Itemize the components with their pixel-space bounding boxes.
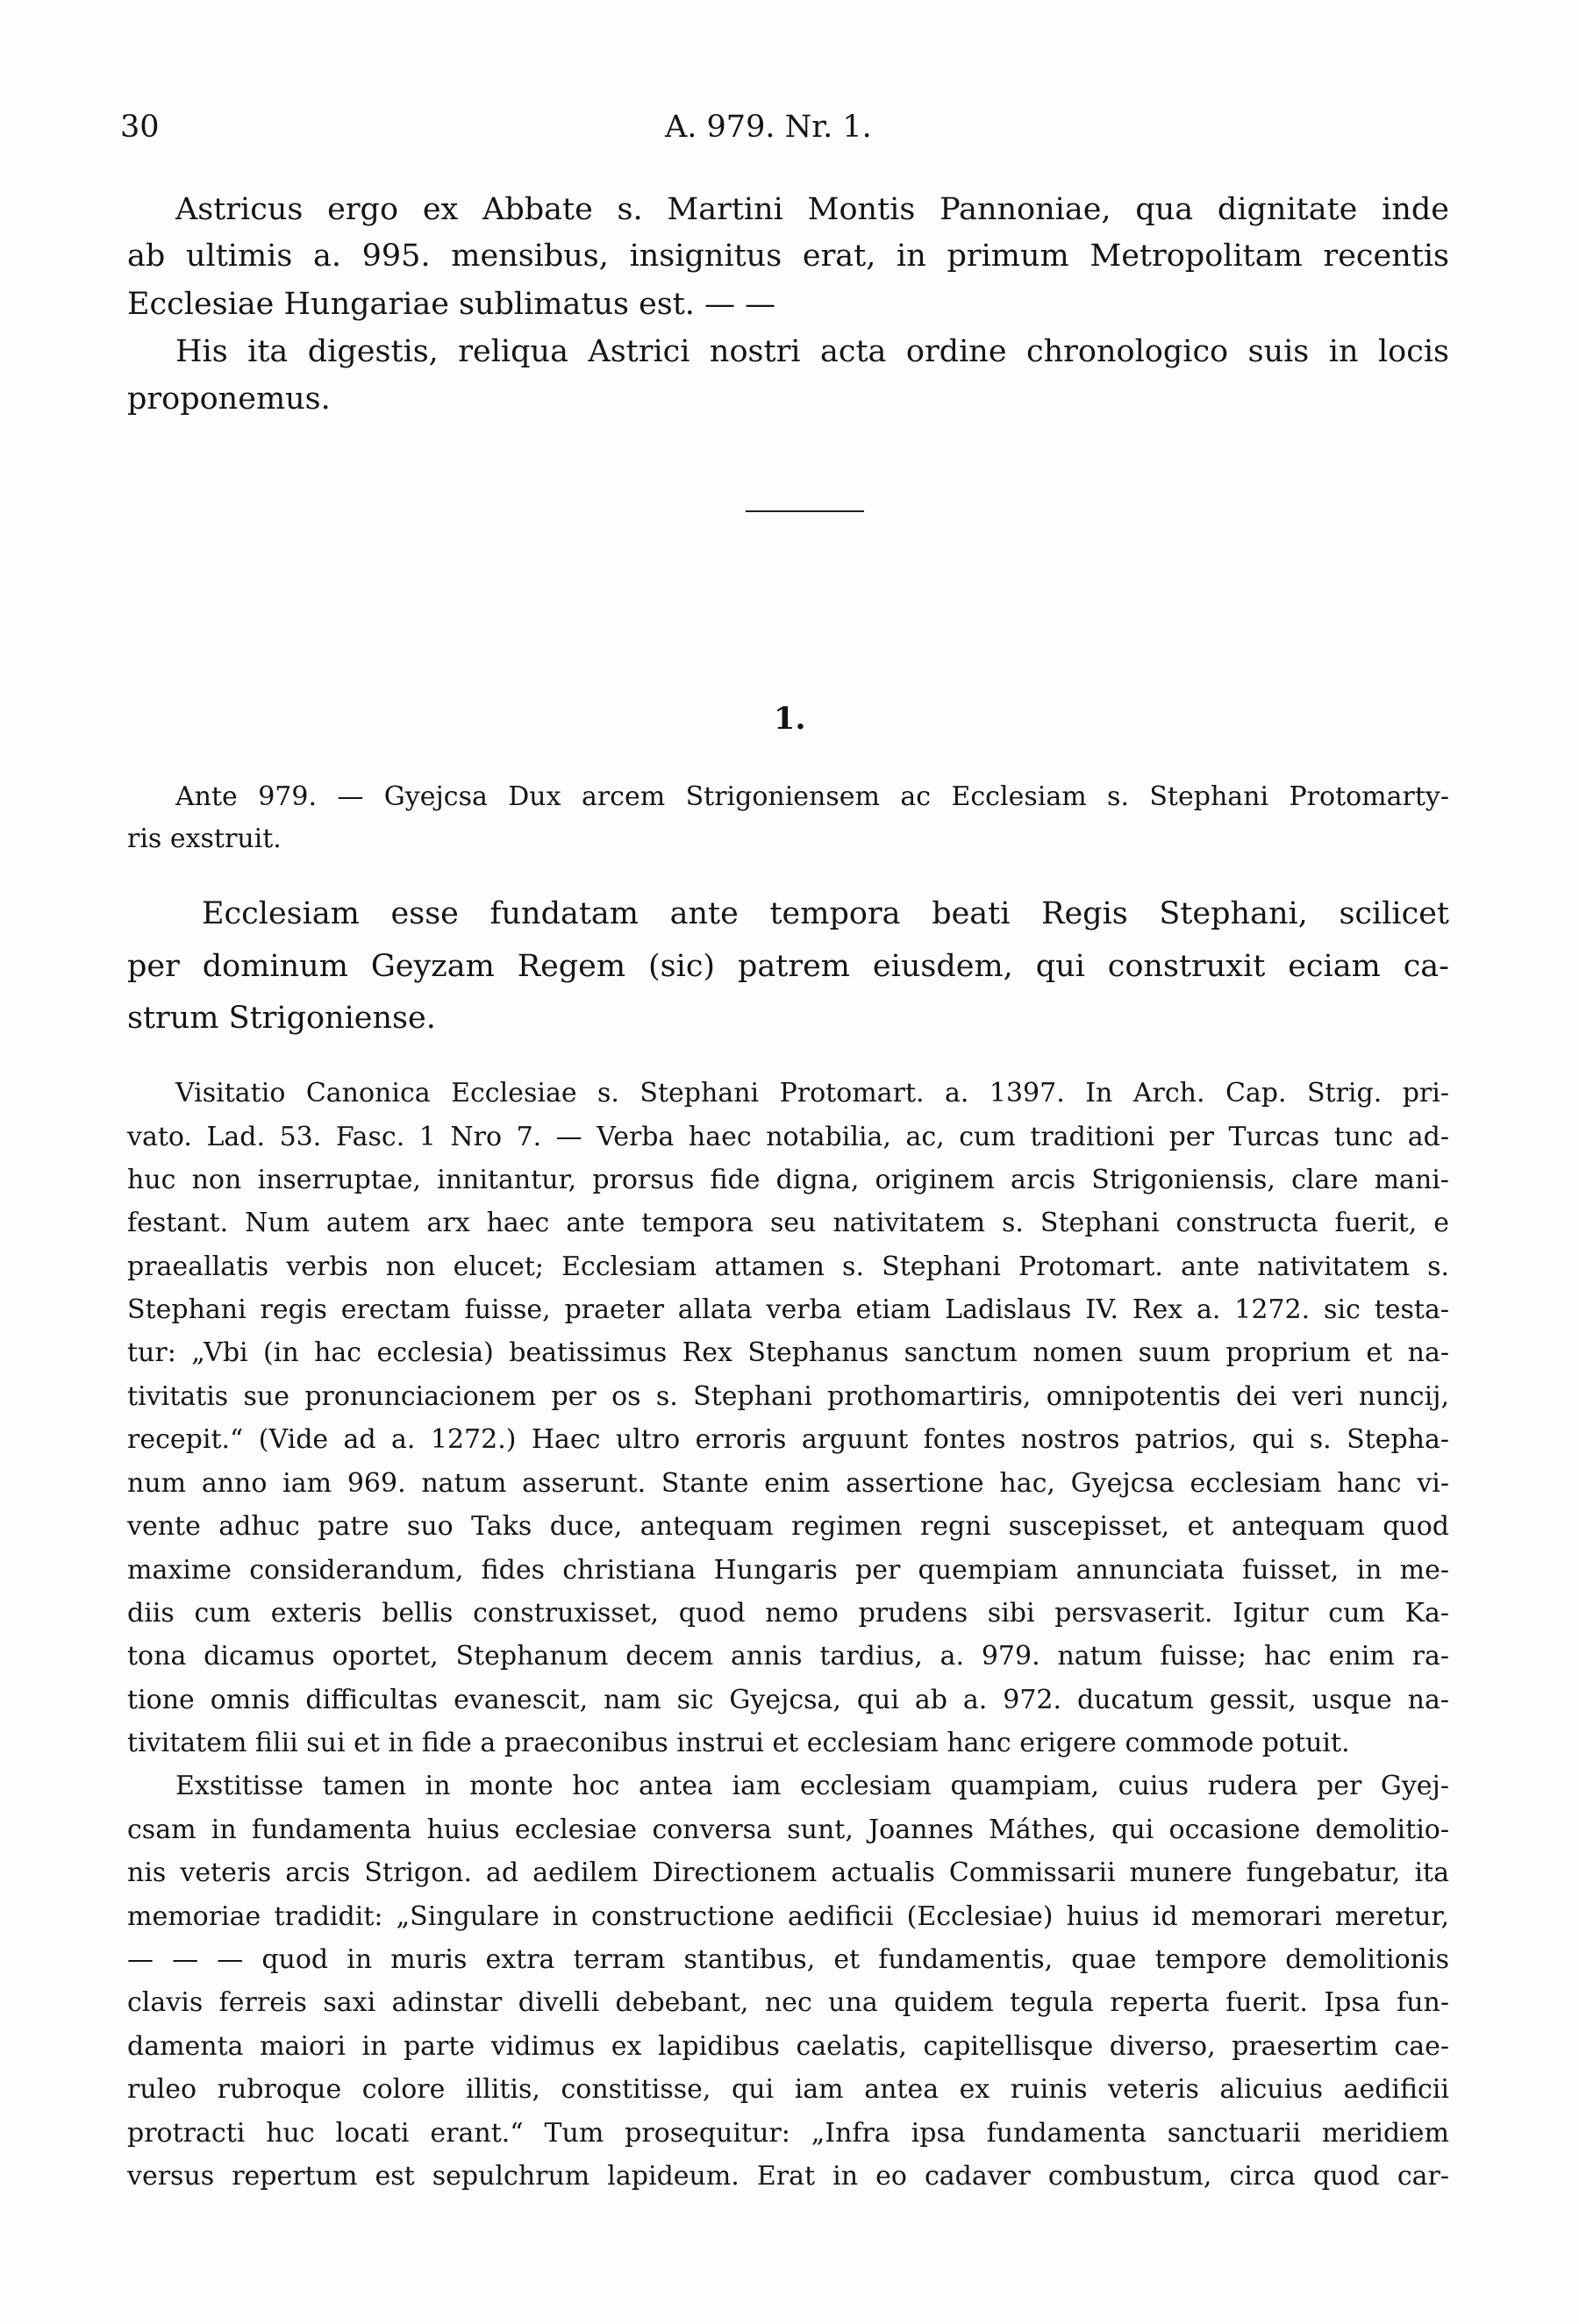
note-line: vato. Lad. 53. Fasc. 1 Nro 7. — Verba haec notabilia, ac, cum traditioni per Turcas tunc ad- — [127, 1122, 1449, 1152]
note-line: recepit.“ (Vide ad a. 1272.) Haec ultro erroris arguunt fontes nostros patrios, qui s. Stepha- — [127, 1424, 1449, 1455]
document-text-line: Ecclesiam esse fundatam ante tempora beati Regis Stephani, scilicet — [202, 896, 1449, 931]
note-line: praeallatis verbis non elucet; Ecclesiam attamen s. Stephani Protomart. ante nativitatem s. — [127, 1251, 1449, 1282]
intro-line: Ecclesiae Hungariae sublimatus est. — — — [127, 287, 776, 322]
section-divider — [746, 510, 864, 512]
note-line: Stephani regis erectam fuisse, praeter allata verba etiam Ladislaus IV. Rex a. 1272. sic testa- — [127, 1294, 1449, 1325]
note-line: nis veteris arcis Strigon. ad aedilem Directionem actualis Commissarii munere fungebatur, ita — [127, 1857, 1449, 1888]
intro-line: Astricus ergo ex Abbate s. Martini Montis Pannoniae, qua dignitate inde — [175, 192, 1449, 227]
note-line: festant. Num autem arx haec ante tempora seu nativitatem s. Stephani constructa fuerit, e — [127, 1208, 1449, 1238]
note-line: damenta maiori in parte vidimus ex lapidibus caelatis, capitellisque diverso, praesertim cae- — [127, 2031, 1449, 2062]
note-line: tona dicamus oportet, Stephanum decem annis tardius, a. 979. natum fuisse; hac enim ra- — [127, 1641, 1449, 1672]
intro-line: ab ultimis a. 995. mensibus, insignitus erat, in primum Metropolitam recentis — [127, 239, 1449, 274]
intro-line: proponemus. — [127, 381, 331, 417]
note-line: ruleo rubroque colore illitis, constitisse, qui iam antea ex ruinis veteris alicuius aedificii — [127, 2074, 1449, 2105]
note-line: Visitatio Canonica Ecclesiae s. Stephani Protomart. a. 1397. In Arch. Cap. Strig. pri- — [175, 1078, 1449, 1109]
note-line: tivitatis sue pronunciacionem per os s. Stephani prothomartiris, omnipotentis dei veri nuncij, — [127, 1381, 1449, 1412]
note-line: diis cum exteris bellis construxisset, quod nemo prudens sibi persvaserit. Igitur cum Ka- — [127, 1598, 1449, 1629]
summary-line: ris exstruit. — [127, 823, 282, 854]
note-line: Exstitisse tamen in monte hoc antea iam ecclesiam quampiam, cuius rudera per Gyej- — [175, 1771, 1449, 1801]
note-line: clavis ferreis saxi adinstar divelli debebant, nec una quidem tegula reperta fuerit. Ipsa fun- — [127, 1987, 1449, 2018]
note-line: tivitatem filii sui et in fide a praeconibus instrui et ecclesiam hanc erigere commode potuit. — [127, 1728, 1350, 1758]
note-line: num anno iam 969. natum asserunt. Stante enim assertione hac, Gyejcsa ecclesiam hanc vi- — [127, 1468, 1449, 1499]
note-line: tur: „Vbi (in hac ecclesia) beatissimus Rex Stephanus sanctum nomen suum proprium et na- — [127, 1337, 1449, 1368]
document-text-line: per dominum Geyzam Regem (sic) patrem eiusdem, qui construxit eciam ca- — [127, 949, 1449, 984]
note-line: versus repertum est sepulchrum lapideum. Erat in eo cadaver combustum, circa quod car- — [127, 2161, 1449, 2192]
note-line: — — — quod in muris extra terram stantibus, et fundamentis, quae tempore demolitionis — [127, 1944, 1449, 1975]
page-number: 30 — [120, 110, 160, 145]
running-head: A. 979. Nr. 1. — [665, 110, 872, 145]
intro-line: His ita digestis, reliqua Astrici nostri acta ordine chronologico suis in locis — [175, 334, 1449, 369]
note-line: tione omnis difficultas evanescit, nam sic Gyejcsa, qui ab a. 972. ducatum gessit, usque na- — [127, 1685, 1449, 1715]
document-text-line: strum Strigoniense. — [127, 1001, 436, 1036]
note-line: memoriae tradidit: „Singulare in constructione aedificii (Ecclesiae) huius id memorari meretur, — [127, 1901, 1449, 1932]
document-number: 1. — [774, 701, 806, 737]
note-line: csam in fundamenta huius ecclesiae conversa sunt, Joannes Máthes, qui occasione demolitio- — [127, 1814, 1449, 1845]
note-line: maxime considerandum, fides christiana Hungaris per quempiam annunciata fuisset, in me- — [127, 1555, 1449, 1586]
summary-line: Ante 979. — Gyejcsa Dux arcem Strigoniensem ac Ecclesiam s. Stephani Protomarty- — [175, 781, 1449, 812]
note-line: vente adhuc patre suo Taks duce, antequam regimen regni suscepisset, et antequam quod — [127, 1511, 1449, 1542]
note-line: protracti huc locati erant.“ Tum prosequitur: „Infra ipsa fundamenta sanctuarii meridiem — [127, 2118, 1449, 2149]
note-line: huc non inserruptae, innitantur, prorsus fide digna, originem arcis Strigoniensis, clare mani- — [127, 1165, 1449, 1195]
